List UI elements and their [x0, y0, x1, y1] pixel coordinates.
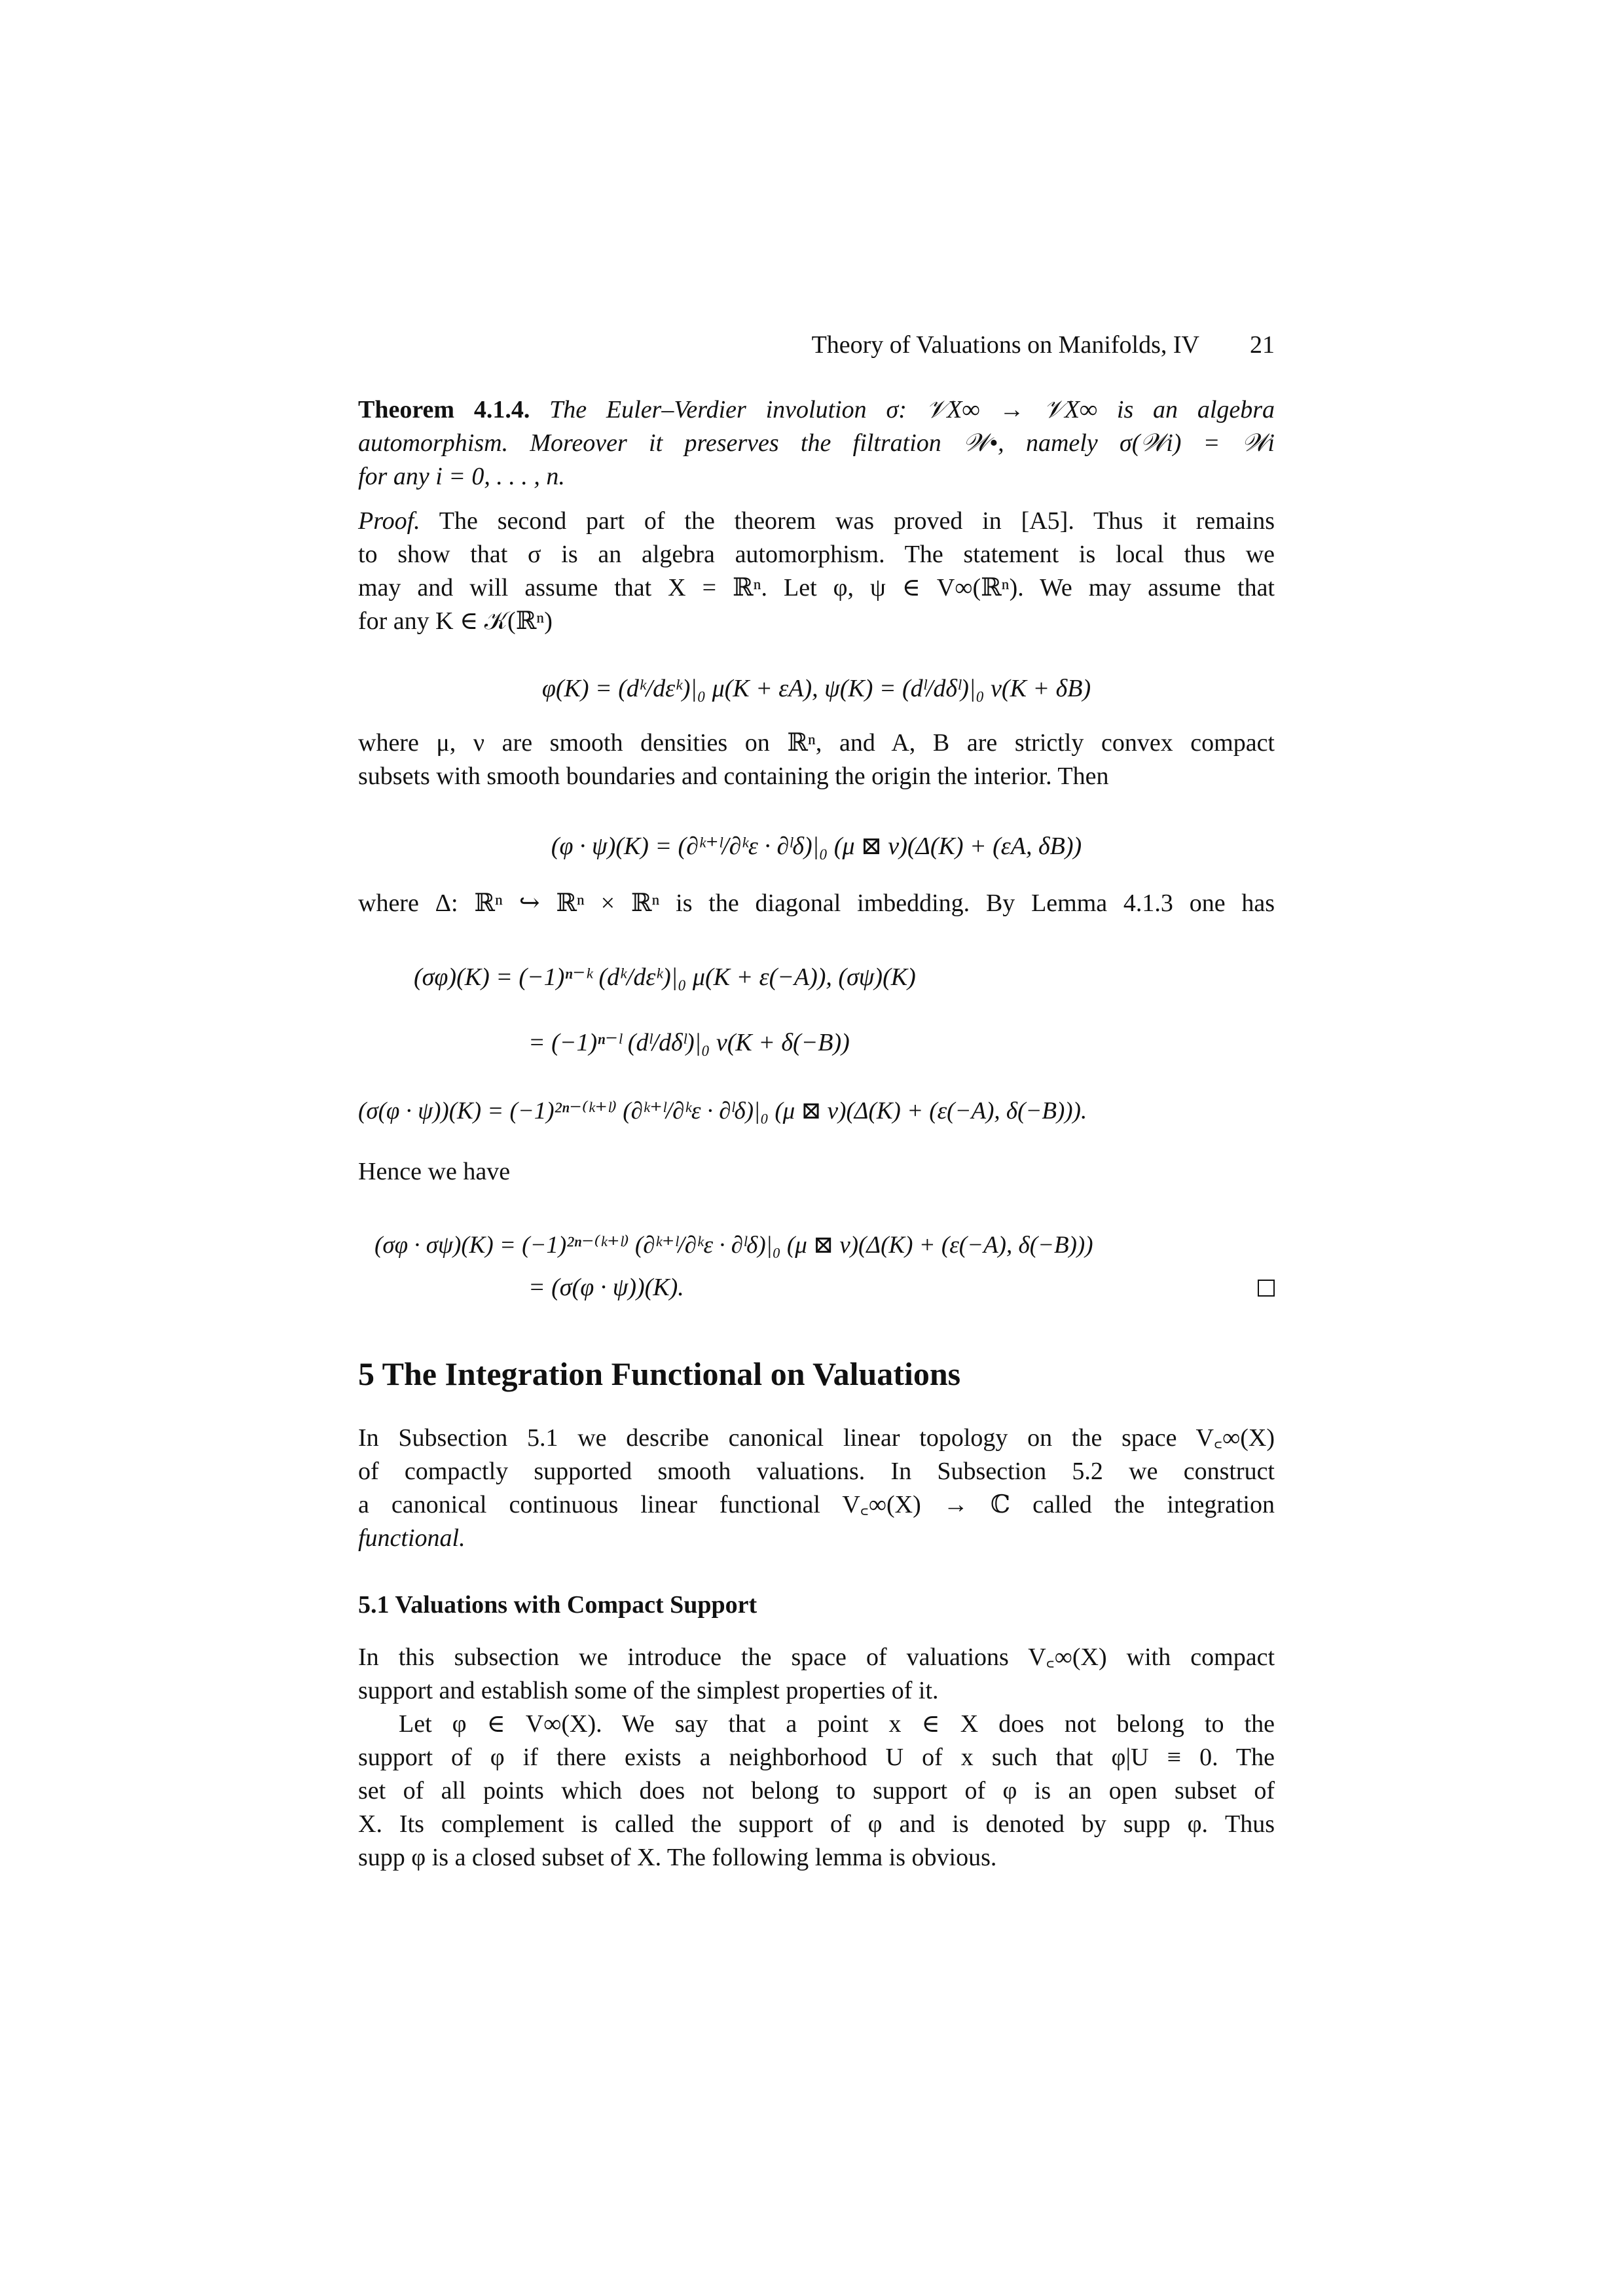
proof-label: Proof.: [358, 507, 420, 535]
page: [358, 0, 1275, 2296]
section-heading: 5 The Integration Functional on Valuations: [358, 1355, 961, 1392]
proof-line-1: Proof. The second part of the theorem was proved in [A5]. Thus it remains: [358, 507, 1275, 535]
proof-line-3: may and will assume that X = ℝⁿ. Let φ, ψ ∈ V∞(ℝⁿ). We may assume that: [358, 574, 1275, 601]
proof-line-4: for any K ∈ 𝒦(ℝⁿ): [358, 607, 553, 635]
subsection-5-1-paragraph-1: [358, 1641, 1275, 1708]
section-5-heading-block: [358, 1355, 1275, 1393]
running-head-title: Theory of Valuations on Manifolds, IV: [811, 331, 1199, 359]
proof-intro: [358, 505, 1275, 638]
proof-text-hence: [358, 1155, 1275, 1189]
theorem-line-2: automorphism. Moreover it preserves the filtration 𝒲•, namely σ(𝒲i) = 𝒲i: [358, 429, 1275, 457]
proof-text-4: Hence we have: [358, 1158, 511, 1185]
subsection-p2-line-4: X. Its complement is called the support of φ and is denoted by supp φ. Thus: [358, 1810, 1275, 1838]
proof-line-2: to show that σ is an algebra automorphism. The statement is local thus we: [358, 541, 1275, 568]
proof-text-2-line-1: where μ, ν are smooth densities on ℝⁿ, and A, B are strictly convex compact: [358, 729, 1275, 757]
equation-sigma-product: (σ(φ · ψ))(K) = (−1)²ⁿ⁻⁽ᵏ⁺ˡ⁾ (∂ᵏ⁺ˡ/∂ᵏε · ∂ˡδ)|₀ (μ ⊠ ν)(Δ(K) + (ε(−A), δ(−B))).: [358, 1098, 1087, 1124]
subsection-heading: 5.1 Valuations with Compact Support: [358, 1591, 757, 1619]
equation-product: (φ · ψ)(K) = (∂ᵏ⁺ˡ/∂ᵏε · ∂ˡδ)|₀ (μ ⊠ ν)(Δ(K) + (εA, δB)): [551, 833, 1082, 860]
section-5-line-3: a canonical continuous linear functional V꜀∞(X) → ℂ called the integration: [358, 1491, 1275, 1518]
equation-final: = (σ(φ · ψ))(K).: [528, 1274, 684, 1301]
proof-text-3: where Δ: ℝⁿ ↪ ℝⁿ × ℝⁿ is the diagonal imbedding. By Lemma 4.1.3 one has: [358, 889, 1275, 917]
equation-sigma-phi: (σφ)(K) = (−1)ⁿ⁻ᵏ (dᵏ/dεᵏ)|₀ μ(K + ε(−A)), (σψ)(K): [414, 963, 916, 991]
proof-text-diagonal: [358, 887, 1275, 920]
subsection-p1-line-1: In this subsection we introduce the space of valuations V꜀∞(X) with compact: [358, 1643, 1275, 1671]
running-head: [358, 331, 1275, 363]
page-number: 21: [1250, 331, 1275, 359]
theorem-4-1-4: [358, 393, 1275, 493]
subsection-p2-line-5: supp φ is a closed subset of X. The following lemma is obvious.: [358, 1844, 997, 1871]
subsection-p2-line-3: set of all points which does not belong to support of φ is an open subset of: [358, 1777, 1275, 1804]
subsection-5-1-heading-block: [358, 1590, 1275, 1619]
subsection-5-1-paragraph-2: [358, 1708, 1275, 1874]
equation-phi-psi-definition: φ(K) = (dᵏ/dεᵏ)|₀ μ(K + εA), ψ(K) = (dˡ/dδˡ)|₀ ν(K + δB): [541, 675, 1091, 702]
qed-symbol: [1258, 1280, 1275, 1297]
equation-sigma-psi: = (−1)ⁿ⁻ˡ (dˡ/dδˡ)|₀ ν(K + δ(−B)): [528, 1029, 850, 1056]
section-5-line-2: of compactly supported smooth valuations. In Subsection 5.2 we construct: [358, 1458, 1275, 1485]
theorem-label: Theorem 4.1.4.: [358, 396, 530, 423]
subsection-p1-line-2: support and establish some of the simplest properties of it.: [358, 1677, 939, 1704]
equation-sigma-phi-sigma-psi: (σφ · σψ)(K) = (−1)²ⁿ⁻⁽ᵏ⁺ˡ⁾ (∂ᵏ⁺ˡ/∂ᵏε · ∂ˡδ)|₀ (μ ⊠ ν)(Δ(K) + (ε(−A), δ(−B))): [374, 1232, 1093, 1259]
proof-text-2-line-2: subsets with smooth boundaries and containing the origin the interior. Then: [358, 762, 1109, 790]
theorem-line-1: Theorem 4.1.4. The Euler–Verdier involution σ: 𝒱X∞ → 𝒱X∞ is an algebra: [358, 396, 1275, 423]
section-5-line-4: functional.: [358, 1524, 465, 1552]
section-5-intro: [358, 1422, 1275, 1555]
subsection-p2-line-2: support of φ if there exists a neighborhood U of x such that φ|U ≡ 0. The: [358, 1744, 1275, 1771]
subsection-p2-line-1: Let φ ∈ V∞(X). We say that a point x ∈ X does not belong to the: [399, 1710, 1275, 1738]
proof-text-densities: [358, 726, 1275, 793]
theorem-line-3: for any i = 0, . . . , n.: [358, 463, 565, 490]
section-5-line-1: In Subsection 5.1 we describe canonical linear topology on the space V꜀∞(X): [358, 1424, 1275, 1452]
